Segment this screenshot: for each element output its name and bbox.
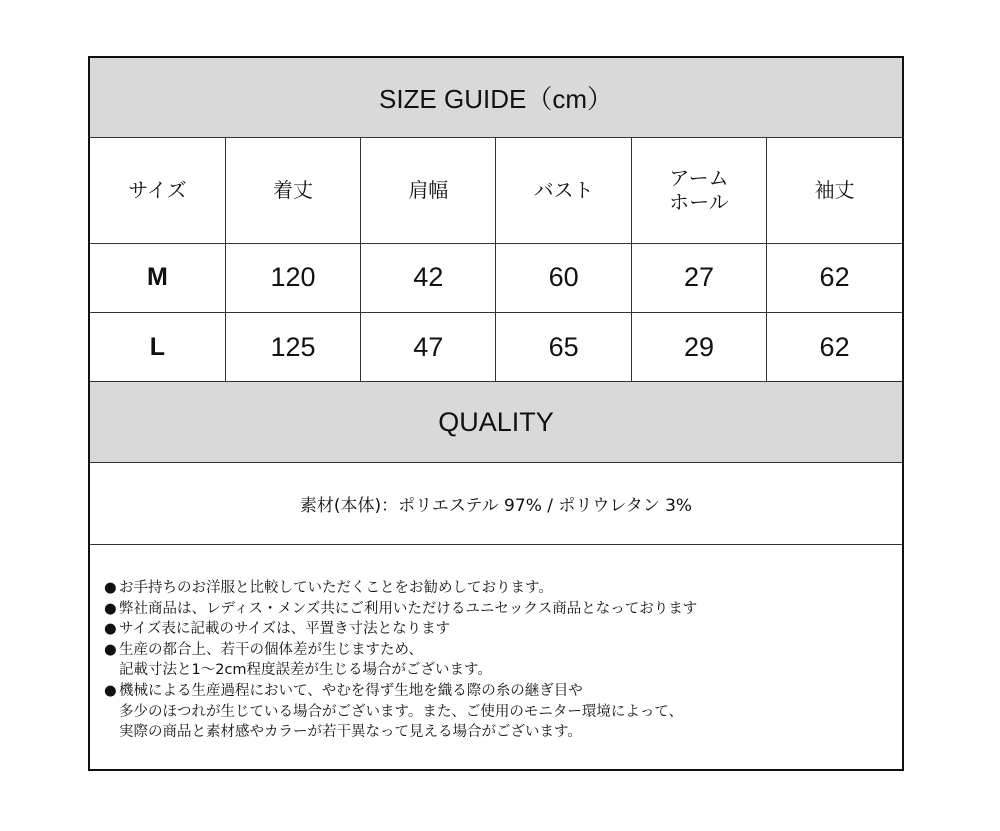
header-size: サイズ xyxy=(90,138,225,243)
size-guide-card xyxy=(88,56,904,771)
header-sleeve: 袖丈 xyxy=(767,138,902,243)
cell-l-length: 125 xyxy=(225,313,360,381)
cell-m-bust: 60 xyxy=(496,243,631,312)
note-line: 実際の商品と素材感やカラーが若干異なって見える場合がございます。 xyxy=(119,724,582,741)
header-armhole xyxy=(631,138,766,243)
table-row xyxy=(90,243,902,312)
cell-m-length: 120 xyxy=(225,243,360,312)
header-armhole-line2: ホール xyxy=(669,190,729,215)
header-shoulder: 肩幅 xyxy=(361,138,496,243)
cell-l-bust: 65 xyxy=(496,313,631,381)
note-line: 記載寸法と1～2cm程度誤差が生じる場合がございます。 xyxy=(119,662,492,679)
cell-l-sleeve: 62 xyxy=(767,313,902,381)
note-item xyxy=(104,578,697,599)
cell-m-sleeve: 62 xyxy=(767,243,902,312)
cell-m-shoulder: 42 xyxy=(361,243,496,312)
size-label-l: L xyxy=(90,313,225,381)
material-text: 素材(本体)：ポリエステル 97% / ポリウレタン 3% xyxy=(90,463,902,545)
note-item xyxy=(104,681,697,743)
note-line: 生産の都合上、若干の個体差が生じますため、 xyxy=(119,641,423,658)
header-length: 着丈 xyxy=(225,138,360,243)
quality-title: QUALITY xyxy=(90,381,902,463)
table-row xyxy=(90,313,902,381)
bullet-icon: ● xyxy=(104,580,117,596)
size-table xyxy=(90,138,902,381)
cell-m-armhole: 27 xyxy=(631,243,766,312)
header-armhole-line1: アーム xyxy=(669,166,729,191)
bullet-icon: ● xyxy=(104,682,117,699)
note-line: 弊社商品は、レディス・メンズ共にご利用いただけるユニセックス商品となっております xyxy=(119,600,698,617)
note-line: お手持ちのお洋服と比較していただくことをお勧めしております。 xyxy=(119,580,553,596)
note-line: 機械による生産過程において、やむを得ず生地を織る際の糸の継ぎ目や xyxy=(119,682,583,699)
table-header-row xyxy=(90,138,902,243)
note-item xyxy=(104,619,697,640)
note-item xyxy=(104,640,697,681)
size-guide-title: SIZE GUIDE（cm） xyxy=(90,58,902,138)
bullet-icon: ● xyxy=(104,600,117,617)
bullet-icon: ● xyxy=(104,621,117,638)
note-item xyxy=(104,599,697,620)
bullet-icon: ● xyxy=(104,641,117,658)
cell-l-shoulder: 47 xyxy=(361,313,496,381)
note-line: 多少のほつれが生じている場合がございます。また、ご使用のモニター環境によって、 xyxy=(119,703,684,720)
notes-list xyxy=(104,578,697,743)
cell-l-armhole: 29 xyxy=(631,313,766,381)
note-line: サイズ表に記載のサイズは、平置き寸法となります xyxy=(119,621,451,638)
header-bust: バスト xyxy=(496,138,631,243)
size-label-m: M xyxy=(90,243,225,312)
